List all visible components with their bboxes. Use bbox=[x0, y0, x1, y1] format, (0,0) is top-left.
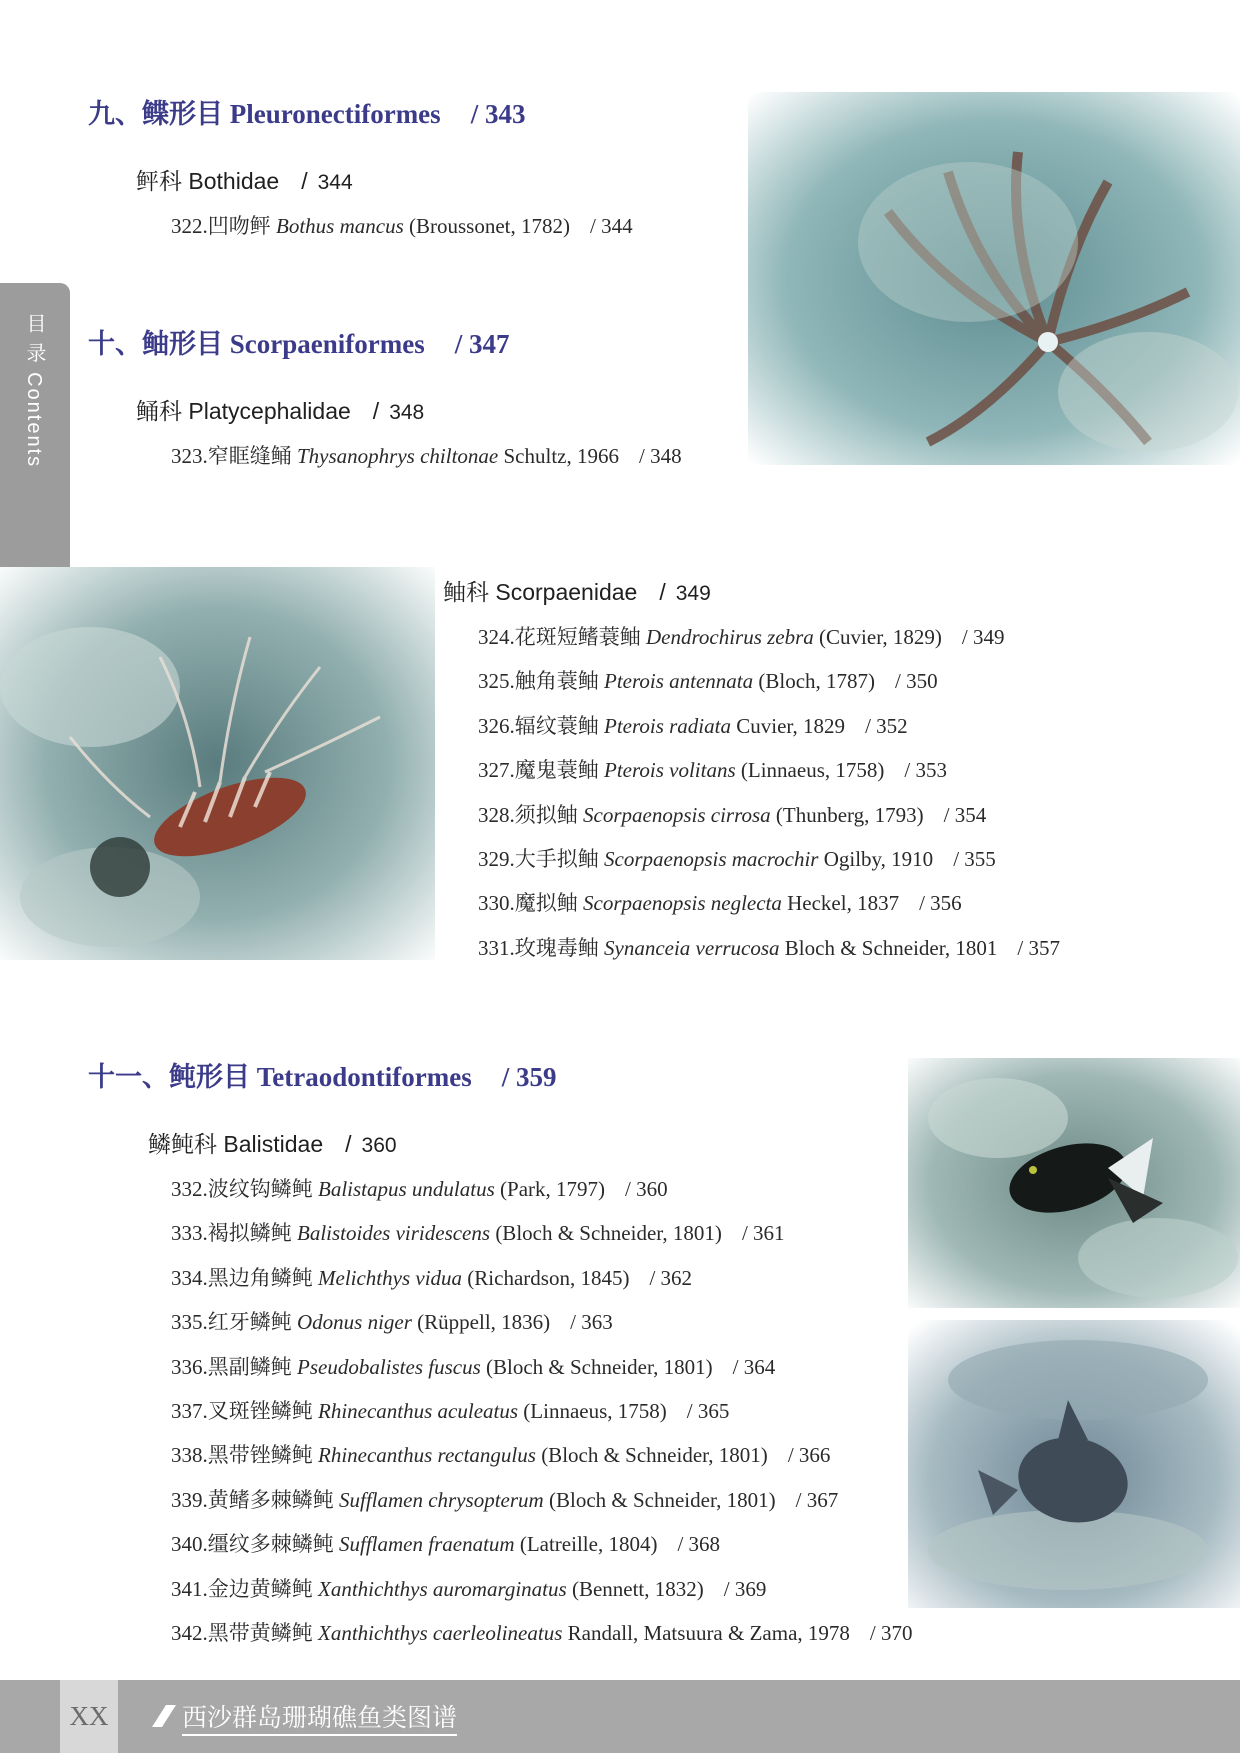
order-page: / 347 bbox=[454, 329, 510, 359]
side-tab-label: 目 录 Contents bbox=[23, 313, 45, 469]
species-entry: 322.凹吻鲆 Bothus mancus (Broussonet, 1782) / 344 bbox=[171, 214, 633, 238]
family-name: 鲬科 Platycephalidae bbox=[136, 398, 351, 424]
species-entry: 326.辐纹蓑鲉 Pterois radiata Cuvier, 1829 / 352 bbox=[478, 713, 908, 738]
book-title bbox=[150, 1698, 457, 1736]
family-page: 360 bbox=[361, 1134, 397, 1157]
triggerfish-photo-2 bbox=[908, 1320, 1240, 1608]
family-heading-bothidae: 鲆科 Bothidae / 344 bbox=[136, 168, 353, 194]
species-entry: 342.黑带黄鳞鲀 Xanthichthys caerleolineatus Randall, Matsuura & Zama, 1978 / 370 bbox=[171, 1620, 913, 1645]
page-footer bbox=[0, 1680, 1240, 1753]
family-heading-platycephalidae: 鲬科 Platycephalidae / 348 bbox=[136, 398, 425, 424]
species-entry: 335.红牙鳞鲀 Odonus niger (Rüppell, 1836) / 363 bbox=[171, 1310, 613, 1335]
species-entry: 336.黑副鳞鲀 Pseudobalistes fuscus (Bloch & Schneider, 1801) / 364 bbox=[171, 1354, 776, 1379]
page-number: XX bbox=[60, 1680, 118, 1753]
species-list-balistidae bbox=[171, 1174, 913, 1662]
species-entry: 332.波纹钩鳞鲀 Balistapus undulatus (Park, 1797) / 360 bbox=[171, 1177, 668, 1201]
order-title: 十、鲉形目 Scorpaeniformes bbox=[88, 329, 425, 359]
family-name: 鳞鲀科 Balistidae bbox=[148, 1131, 324, 1157]
species-entry: 339.黄鳍多棘鳞鲀 Sufflamen chrysopterum (Bloch & Schneider, 1801) / 367 bbox=[171, 1487, 839, 1512]
species-entry: 334.黑边角鳞鲀 Melichthys vidua (Richardson, 1845) / 362 bbox=[171, 1265, 693, 1290]
species-entry: 341.金边黄鳞鲀 Xanthichthys auromarginatus (Bennett, 1832) / 369 bbox=[171, 1576, 767, 1601]
order-page: / 359 bbox=[501, 1062, 557, 1092]
family-name: 鲉科 Scorpaenidae bbox=[443, 579, 638, 605]
order-title: 十一、鲀形目 Tetraodontiformes bbox=[88, 1062, 472, 1092]
lionfish-photo bbox=[0, 567, 435, 960]
family-name: 鲆科 Bothidae bbox=[136, 168, 280, 194]
species-entry: 324.花斑短鳍蓑鲉 Dendrochirus zebra (Cuvier, 1829) / 349 bbox=[478, 625, 1005, 649]
species-entry: 340.缰纹多棘鳞鲀 Sufflamen fraenatum (Latreille, 1804) / 368 bbox=[171, 1532, 721, 1557]
family-page: 349 bbox=[675, 582, 711, 605]
species-entry: 323.窄眶缝鲬 Thysanophrys chiltonae Schultz, 1966 / 348 bbox=[171, 444, 682, 468]
species-entry: 338.黑带锉鳞鲀 Rhinecanthus rectangulus (Bloch & Schneider, 1801) / 366 bbox=[171, 1443, 831, 1468]
species-entry: 330.魔拟鲉 Scorpaenopsis neglecta Heckel, 1837 / 356 bbox=[478, 891, 962, 916]
lionfish-fins-photo bbox=[748, 92, 1240, 465]
family-heading-scorpaenidae: 鲉科 Scorpaenidae / 349 bbox=[443, 579, 711, 605]
species-entry: 329.大手拟鲉 Scorpaenopsis macrochir Ogilby, 1910 / 355 bbox=[478, 846, 996, 871]
species-entry: 327.魔鬼蓑鲉 Pterois volitans (Linnaeus, 1758) / 353 bbox=[478, 758, 947, 783]
family-page: 344 bbox=[317, 171, 353, 194]
species-entry: 328.须拟鲉 Scorpaenopsis cirrosa (Thunberg, 1793) / 354 bbox=[478, 802, 987, 827]
species-entry: 331.玫瑰毒鲉 Synanceia verrucosa Bloch & Schneider, 1801 / 357 bbox=[478, 935, 1060, 960]
species-entry: 333.褐拟鳞鲀 Balistoides viridescens (Bloch & Schneider, 1801) / 361 bbox=[171, 1221, 785, 1246]
order-title: 九、鲽形目 Pleuronectiformes bbox=[88, 99, 441, 129]
order-page: / 343 bbox=[470, 99, 526, 129]
triggerfish-photo-1 bbox=[908, 1058, 1240, 1308]
species-entry: 337.叉斑锉鳞鲀 Rhinecanthus aculeatus (Linnaeus, 1758) / 365 bbox=[171, 1398, 730, 1423]
species-entry: 325.触角蓑鲉 Pterois antennata (Bloch, 1787) / 350 bbox=[478, 669, 938, 694]
family-heading-balistidae: 鳞鲀科 Balistidae / 360 bbox=[148, 1131, 397, 1157]
order-heading-pleuronectiformes bbox=[88, 92, 525, 131]
family-page: 348 bbox=[389, 401, 425, 424]
book-title-text: 西沙群岛珊瑚礁鱼类图谱 bbox=[182, 1704, 457, 1736]
order-heading-scorpaeniformes bbox=[88, 322, 509, 361]
book-slash-icon bbox=[150, 1703, 176, 1736]
order-heading-tetraodontiformes bbox=[88, 1055, 557, 1094]
species-list-scorpaenidae bbox=[478, 622, 1060, 977]
